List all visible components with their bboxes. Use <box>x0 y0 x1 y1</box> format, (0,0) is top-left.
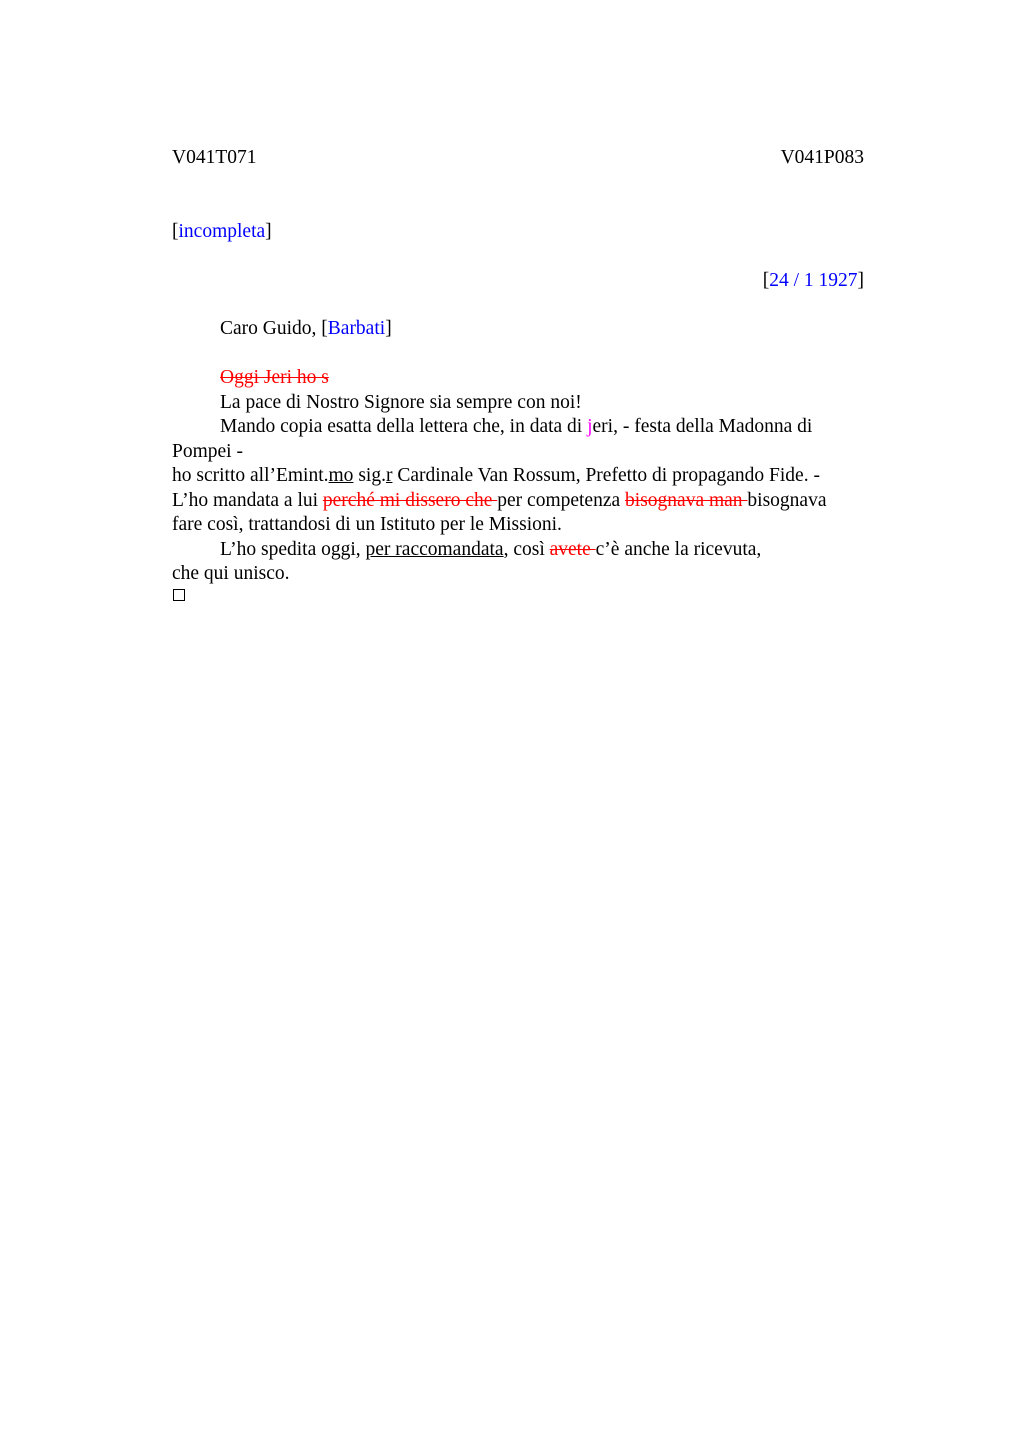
letter-line-1: La pace di Nostro Signore sia sempre con noi! <box>220 392 582 413</box>
letter-line-5 <box>172 489 827 513</box>
letter-line-4-a: ho scritto all’Emint. <box>172 465 329 486</box>
letter-line-5-a: L’ho mandata a lui <box>172 490 323 511</box>
date-text: 24 / 1 1927 <box>769 270 858 291</box>
letter-line-4 <box>172 464 820 488</box>
letter-line-4-c: Cardinale Van Rossum, Prefetto di propagando Fide. - <box>392 465 820 486</box>
letter-line-5-c: bisognava <box>747 490 827 511</box>
letter-line-7-c: c’è anche la ricevuta, <box>595 539 762 560</box>
letter-line-8: che qui unisco. <box>172 563 290 584</box>
status-close-bracket: ] <box>265 221 272 242</box>
salutation-open-bracket: [ <box>321 318 328 339</box>
letter-line-2-b: eri, - festa della Madonna di <box>592 416 813 437</box>
salutation-text: Caro Guido, <box>220 318 322 339</box>
letter-line-7-b: , così <box>503 539 550 560</box>
deleted-text-1: perché mi dissero che <box>322 490 498 511</box>
recipient-name: Barbati <box>327 318 386 339</box>
deleted-text-2: bisognava man <box>625 490 748 511</box>
date-open-bracket: [ <box>762 270 770 291</box>
letter-date <box>763 269 864 293</box>
letter-line-7-a: L’ho spedita oggi, <box>220 539 366 560</box>
letter-line-6: fare così, trattandosi di un Istituto per le Missioni. <box>172 514 562 535</box>
letter-line-2-a: Mando copia esatta della lettera che, in data di <box>220 416 588 437</box>
salutation-close-bracket: ] <box>385 318 392 339</box>
letter-line-2 <box>220 415 812 439</box>
document-code-right: V041P083 <box>780 147 864 168</box>
salutation <box>220 317 392 341</box>
deleted-opening: Oggi Jeri ho s <box>220 367 329 388</box>
superscript-mo: mo <box>328 465 354 486</box>
underlined-raccomandata: per raccomandata <box>365 539 504 560</box>
date-close-bracket: ] <box>857 270 864 291</box>
status-text: incompleta <box>178 221 266 242</box>
correction-j: j <box>587 416 593 437</box>
superscript-r: r <box>385 465 393 486</box>
letter-line-7 <box>220 538 761 562</box>
status-open-bracket: [ <box>172 221 179 242</box>
letter-line-4-b: sig. <box>353 465 386 486</box>
deleted-text-3: avete <box>549 539 596 560</box>
letter-line-5-b: per competenza <box>497 490 626 511</box>
document-code-left: V041T071 <box>172 147 257 168</box>
status-note <box>172 220 272 244</box>
checkbox-square-icon <box>173 589 185 601</box>
letter-line-3: Pompei - <box>172 441 243 462</box>
